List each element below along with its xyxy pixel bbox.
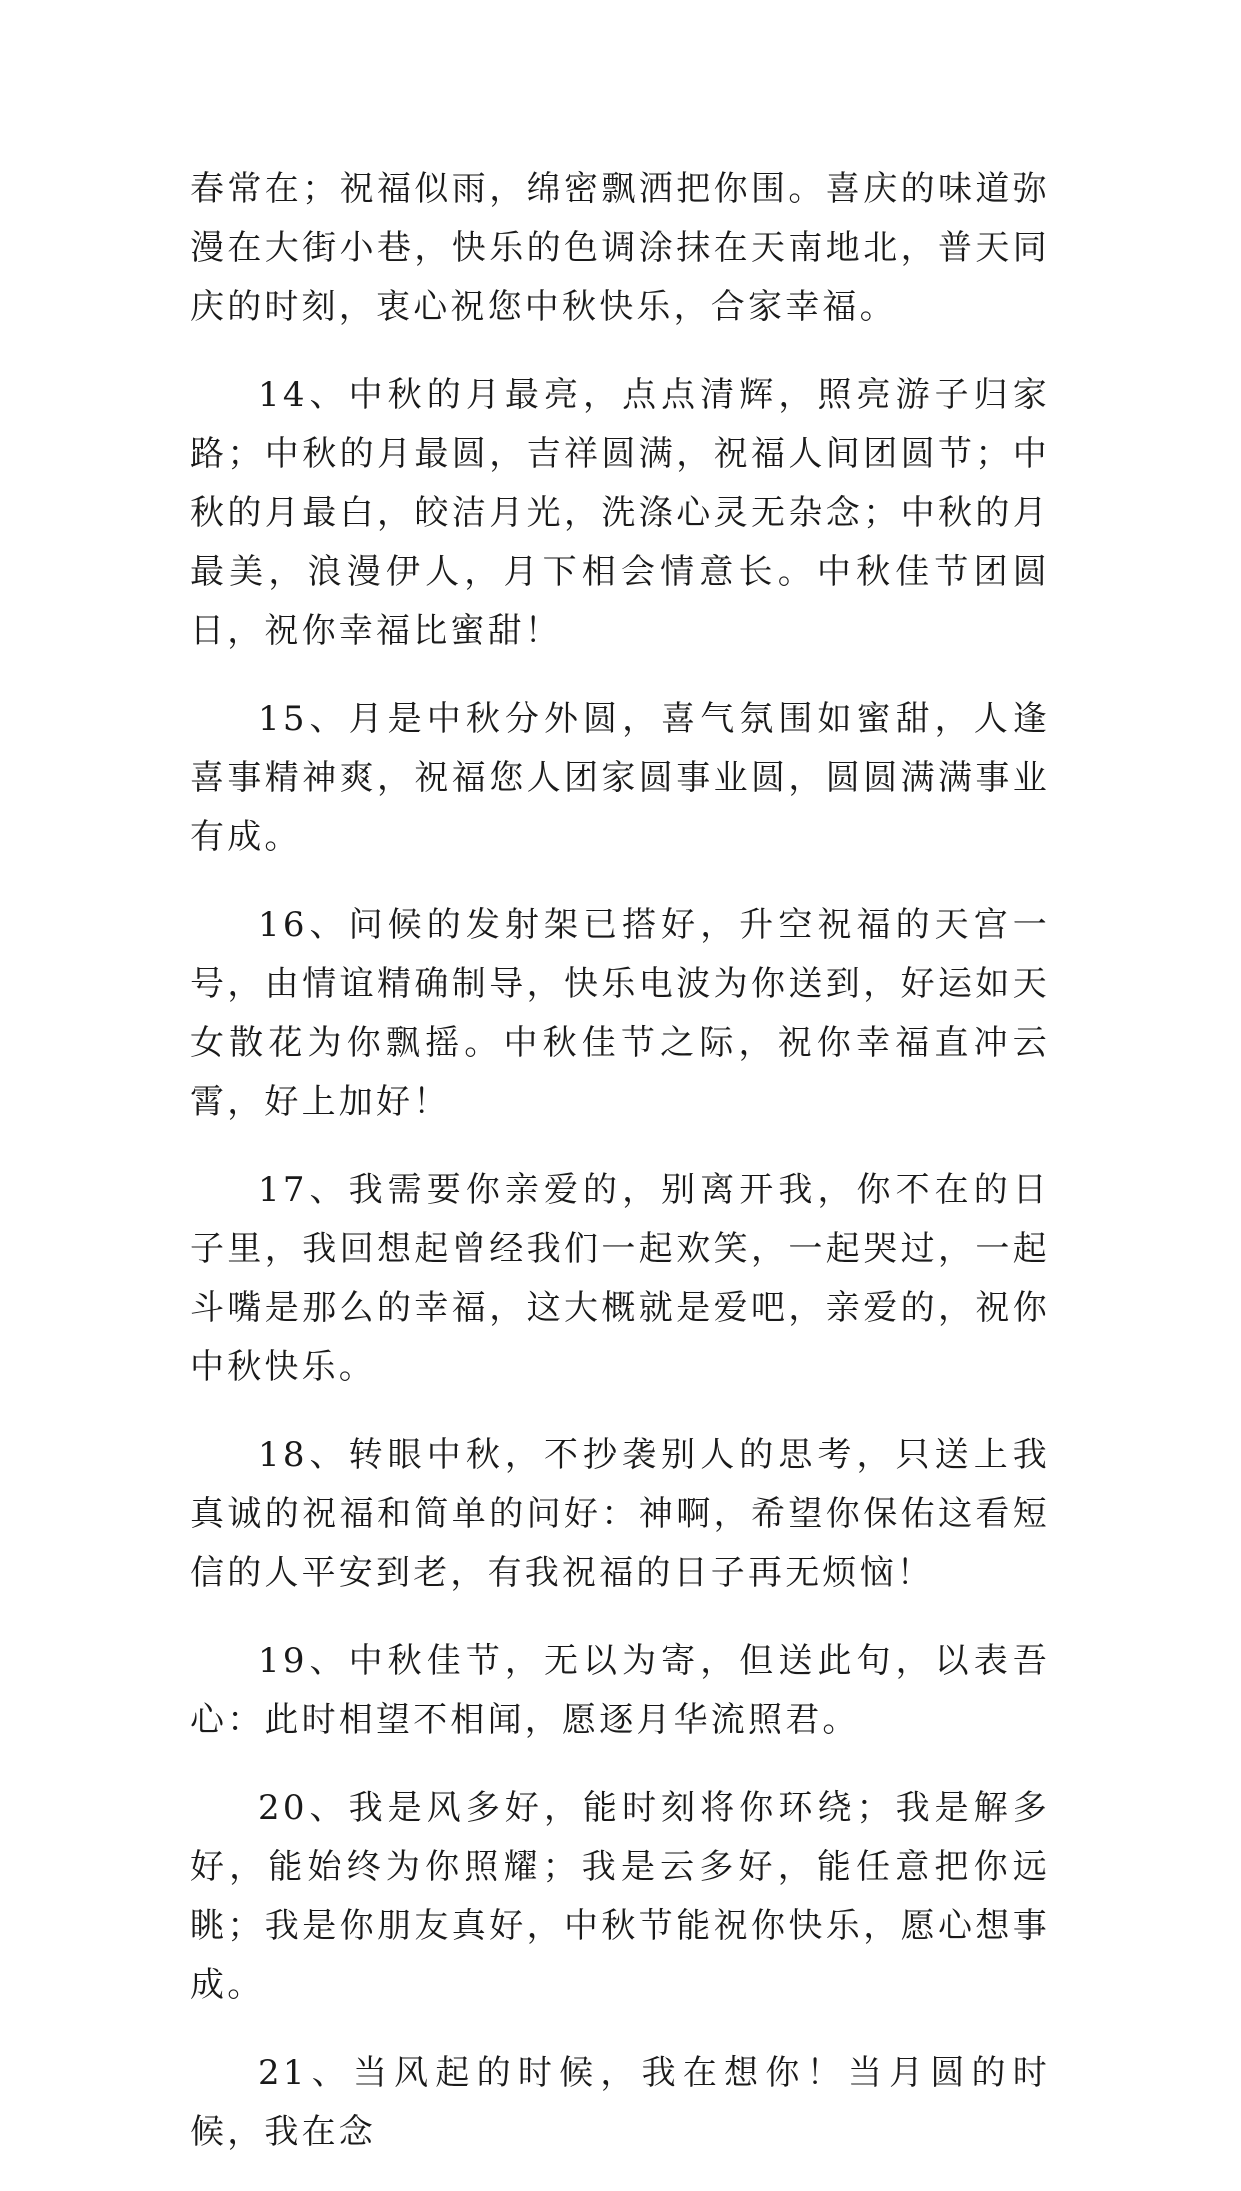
paragraph-continuation: 春常在；祝福似雨，绵密飘洒把你围。喜庆的味道弥漫在大街小巷，快乐的色调涂抹在天南地北，普天同庆的时刻，衷心祝您中秋快乐，合家幸福。: [190, 169, 1050, 327]
paragraph-18: 18、转眼中秋，不抄袭别人的思考，只送上我真诚的祝福和简单的问好：神啊，希望你保佑这看短信的人平安到老，有我祝福的日子再无烦恼！: [190, 1435, 1050, 1593]
paragraph-15: 15、月是中秋分外圆，喜气氛围如蜜甜，人逢喜事精神爽，祝福您人团家圆事业圆，圆圆满满事业有成。: [190, 699, 1050, 857]
paragraph-20: 20、我是风多好，能时刻将你环绕；我是解多好，能始终为你照耀；我是云多好，能任意把你远眺；我是你朋友真好，中秋节能祝你快乐，愿心想事成。: [190, 1788, 1050, 2005]
document-body: [190, 160, 1050, 2191]
paragraph-16: 16、问候的发射架已搭好，升空祝福的天宫一号，由情谊精确制导，快乐电波为你送到，好运如天女散花为你飘摇。中秋佳节之际，祝你幸福直冲云霄，好上加好！: [190, 905, 1050, 1122]
paragraph-14: 14、中秋的月最亮，点点清辉，照亮游子归家路；中秋的月最圆，吉祥圆满，祝福人间团圆节；中秋的月最白，皎洁月光，洗涤心灵无杂念；中秋的月最美，浪漫伊人，月下相会情意长。中秋佳节团圆日，祝你幸福比蜜甜！: [190, 375, 1050, 651]
paragraph-19: 19、中秋佳节，无以为寄，但送此句，以表吾心：此时相望不相闻，愿逐月华流照君。: [190, 1641, 1050, 1740]
paragraph-17: 17、我需要你亲爱的，别离开我，你不在的日子里，我回想起曾经我们一起欢笑，一起哭过，一起斗嘴是那么的幸福，这大概就是爱吧，亲爱的，祝你中秋快乐。: [190, 1170, 1050, 1387]
paragraph-21: 21、当风起的时候，我在想你！当月圆的时候，我在念: [190, 2053, 1050, 2152]
